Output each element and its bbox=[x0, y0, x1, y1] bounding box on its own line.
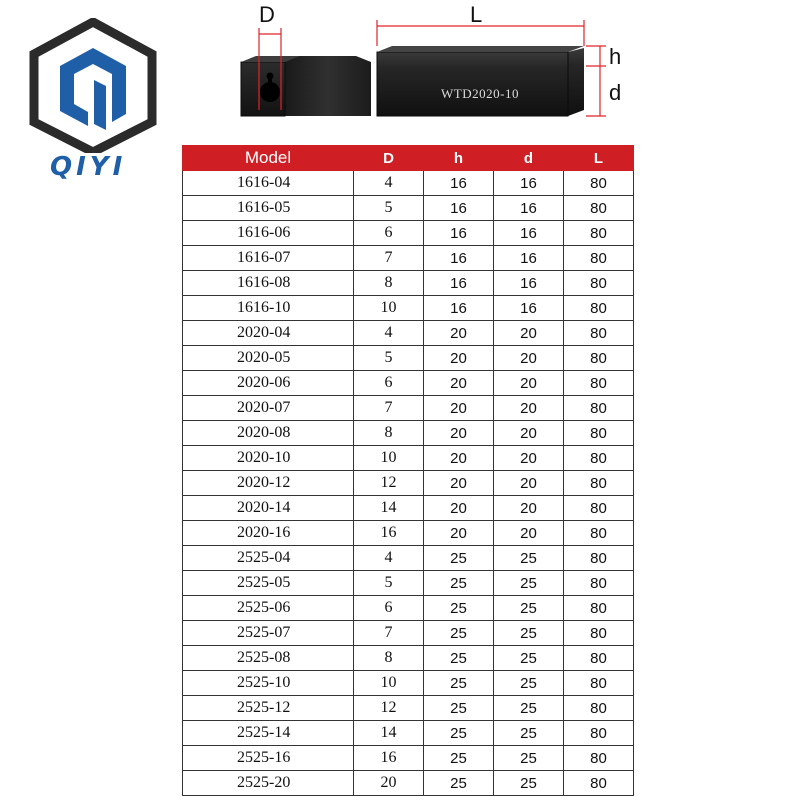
cell-h: 25 bbox=[424, 546, 494, 571]
label-d: d bbox=[609, 80, 622, 105]
cell-model: 2525-10 bbox=[183, 671, 354, 696]
cell-L: 80 bbox=[564, 521, 634, 546]
cell-h: 25 bbox=[424, 746, 494, 771]
cell-d: 25 bbox=[494, 546, 564, 571]
cell-d: 20 bbox=[494, 446, 564, 471]
cell-model: 2525-20 bbox=[183, 771, 354, 796]
cell-D: 16 bbox=[354, 746, 424, 771]
cell-h: 16 bbox=[424, 246, 494, 271]
cell-model: 1616-06 bbox=[183, 221, 354, 246]
cell-h: 16 bbox=[424, 221, 494, 246]
cell-D: 6 bbox=[354, 371, 424, 396]
cell-h: 20 bbox=[424, 521, 494, 546]
cell-D: 10 bbox=[354, 671, 424, 696]
holder-end-view bbox=[241, 56, 371, 116]
table-row bbox=[183, 221, 634, 246]
column-header-L: L bbox=[564, 146, 634, 171]
column-header-D: D bbox=[354, 146, 424, 171]
cell-model: 2020-10 bbox=[183, 446, 354, 471]
cell-d: 25 bbox=[494, 646, 564, 671]
cell-model: 2020-07 bbox=[183, 396, 354, 421]
holder-side-view bbox=[377, 46, 584, 116]
table-row bbox=[183, 471, 634, 496]
tool-illustration bbox=[0, 0, 800, 140]
cell-D: 6 bbox=[354, 596, 424, 621]
cell-d: 25 bbox=[494, 621, 564, 646]
cell-model: 2525-07 bbox=[183, 621, 354, 646]
table-row bbox=[183, 746, 634, 771]
cell-D: 20 bbox=[354, 771, 424, 796]
cell-h: 20 bbox=[424, 446, 494, 471]
cell-D: 5 bbox=[354, 346, 424, 371]
table-row bbox=[183, 546, 634, 571]
cell-D: 4 bbox=[354, 546, 424, 571]
cell-L: 80 bbox=[564, 646, 634, 671]
column-header-d: d bbox=[494, 146, 564, 171]
cell-D: 12 bbox=[354, 471, 424, 496]
cell-d: 20 bbox=[494, 421, 564, 446]
cell-model: 2020-16 bbox=[183, 521, 354, 546]
cell-model: 2525-12 bbox=[183, 696, 354, 721]
cell-L: 80 bbox=[564, 371, 634, 396]
cell-L: 80 bbox=[564, 171, 634, 196]
cell-L: 80 bbox=[564, 421, 634, 446]
cell-D: 6 bbox=[354, 221, 424, 246]
cell-D: 14 bbox=[354, 721, 424, 746]
cell-h: 25 bbox=[424, 721, 494, 746]
cell-L: 80 bbox=[564, 496, 634, 521]
cell-d: 16 bbox=[494, 246, 564, 271]
cell-h: 20 bbox=[424, 371, 494, 396]
cell-d: 16 bbox=[494, 296, 564, 321]
cell-model: 1616-07 bbox=[183, 246, 354, 271]
cell-d: 20 bbox=[494, 471, 564, 496]
cell-D: 8 bbox=[354, 271, 424, 296]
cell-L: 80 bbox=[564, 296, 634, 321]
table-row bbox=[183, 696, 634, 721]
table-row bbox=[183, 621, 634, 646]
cell-model: 2020-05 bbox=[183, 346, 354, 371]
column-header-model: Model bbox=[183, 146, 354, 171]
cell-h: 20 bbox=[424, 496, 494, 521]
cell-D: 5 bbox=[354, 571, 424, 596]
cell-model: 2020-14 bbox=[183, 496, 354, 521]
table-row bbox=[183, 646, 634, 671]
cell-h: 25 bbox=[424, 671, 494, 696]
table-row bbox=[183, 571, 634, 596]
cell-h: 16 bbox=[424, 196, 494, 221]
cell-D: 7 bbox=[354, 396, 424, 421]
cell-D: 14 bbox=[354, 496, 424, 521]
cell-D: 7 bbox=[354, 621, 424, 646]
cell-model: 2020-04 bbox=[183, 321, 354, 346]
brand-name: QIYI bbox=[50, 152, 127, 182]
table-row bbox=[183, 596, 634, 621]
cell-d: 25 bbox=[494, 771, 564, 796]
cell-D: 4 bbox=[354, 171, 424, 196]
cell-d: 20 bbox=[494, 496, 564, 521]
cell-L: 80 bbox=[564, 596, 634, 621]
cell-d: 25 bbox=[494, 696, 564, 721]
cell-d: 25 bbox=[494, 746, 564, 771]
cell-model: 2525-16 bbox=[183, 746, 354, 771]
table-row bbox=[183, 271, 634, 296]
table-row bbox=[183, 446, 634, 471]
cell-h: 25 bbox=[424, 571, 494, 596]
cell-L: 80 bbox=[564, 246, 634, 271]
cell-h: 16 bbox=[424, 271, 494, 296]
table-row bbox=[183, 296, 634, 321]
cell-L: 80 bbox=[564, 696, 634, 721]
table-row bbox=[183, 771, 634, 796]
cell-L: 80 bbox=[564, 321, 634, 346]
table-row bbox=[183, 171, 634, 196]
cell-h: 20 bbox=[424, 321, 494, 346]
cell-h: 25 bbox=[424, 621, 494, 646]
table-row bbox=[183, 371, 634, 396]
table-header-row bbox=[183, 146, 634, 171]
cell-L: 80 bbox=[564, 671, 634, 696]
cell-h: 25 bbox=[424, 596, 494, 621]
cell-L: 80 bbox=[564, 546, 634, 571]
cell-model: 2020-12 bbox=[183, 471, 354, 496]
cell-model: 2525-08 bbox=[183, 646, 354, 671]
cell-L: 80 bbox=[564, 396, 634, 421]
cell-L: 80 bbox=[564, 271, 634, 296]
table-row bbox=[183, 346, 634, 371]
cell-D: 10 bbox=[354, 296, 424, 321]
table-row bbox=[183, 721, 634, 746]
cell-D: 16 bbox=[354, 521, 424, 546]
cell-L: 80 bbox=[564, 771, 634, 796]
cell-model: 2525-14 bbox=[183, 721, 354, 746]
dimension-h-d bbox=[586, 46, 606, 116]
cell-d: 25 bbox=[494, 721, 564, 746]
cell-D: 4 bbox=[354, 321, 424, 346]
table-row bbox=[183, 196, 634, 221]
cell-d: 20 bbox=[494, 346, 564, 371]
cell-model: 2525-06 bbox=[183, 596, 354, 621]
cell-L: 80 bbox=[564, 571, 634, 596]
cell-d: 25 bbox=[494, 571, 564, 596]
table-row bbox=[183, 421, 634, 446]
cell-L: 80 bbox=[564, 196, 634, 221]
table-row bbox=[183, 521, 634, 546]
cell-model: 1616-04 bbox=[183, 171, 354, 196]
cell-h: 16 bbox=[424, 171, 494, 196]
cell-L: 80 bbox=[564, 721, 634, 746]
table-row bbox=[183, 496, 634, 521]
cell-D: 7 bbox=[354, 246, 424, 271]
cell-h: 20 bbox=[424, 346, 494, 371]
cell-model: 1616-05 bbox=[183, 196, 354, 221]
table-body bbox=[183, 171, 634, 796]
cell-model: 1616-08 bbox=[183, 271, 354, 296]
cell-d: 20 bbox=[494, 396, 564, 421]
label-h: h bbox=[609, 44, 622, 69]
cell-L: 80 bbox=[564, 746, 634, 771]
cell-L: 80 bbox=[564, 471, 634, 496]
cell-h: 25 bbox=[424, 696, 494, 721]
cell-model: 1616-10 bbox=[183, 296, 354, 321]
tool-engraving: WTD2020-10 bbox=[441, 86, 519, 101]
cell-h: 20 bbox=[424, 471, 494, 496]
cell-model: 2525-05 bbox=[183, 571, 354, 596]
cell-d: 20 bbox=[494, 521, 564, 546]
cell-D: 8 bbox=[354, 421, 424, 446]
cell-L: 80 bbox=[564, 621, 634, 646]
label-L: L bbox=[470, 2, 483, 27]
cell-D: 8 bbox=[354, 646, 424, 671]
cell-model: 2020-06 bbox=[183, 371, 354, 396]
cell-h: 20 bbox=[424, 396, 494, 421]
cell-L: 80 bbox=[564, 346, 634, 371]
cell-D: 12 bbox=[354, 696, 424, 721]
spec-table bbox=[182, 145, 634, 796]
cell-h: 16 bbox=[424, 296, 494, 321]
table-row bbox=[183, 671, 634, 696]
cell-d: 16 bbox=[494, 196, 564, 221]
cell-D: 5 bbox=[354, 196, 424, 221]
cell-h: 25 bbox=[424, 646, 494, 671]
cell-D: 10 bbox=[354, 446, 424, 471]
label-D: D bbox=[259, 2, 275, 27]
table-row bbox=[183, 246, 634, 271]
cell-d: 20 bbox=[494, 321, 564, 346]
cell-h: 20 bbox=[424, 421, 494, 446]
cell-h: 25 bbox=[424, 771, 494, 796]
cell-d: 16 bbox=[494, 221, 564, 246]
cell-model: 2020-08 bbox=[183, 421, 354, 446]
table-row bbox=[183, 321, 634, 346]
cell-d: 16 bbox=[494, 171, 564, 196]
column-header-h: h bbox=[424, 146, 494, 171]
cell-d: 25 bbox=[494, 671, 564, 696]
cell-L: 80 bbox=[564, 446, 634, 471]
cell-L: 80 bbox=[564, 221, 634, 246]
cell-d: 16 bbox=[494, 271, 564, 296]
cell-d: 25 bbox=[494, 596, 564, 621]
cell-model: 2525-04 bbox=[183, 546, 354, 571]
cell-d: 20 bbox=[494, 371, 564, 396]
table-row bbox=[183, 396, 634, 421]
